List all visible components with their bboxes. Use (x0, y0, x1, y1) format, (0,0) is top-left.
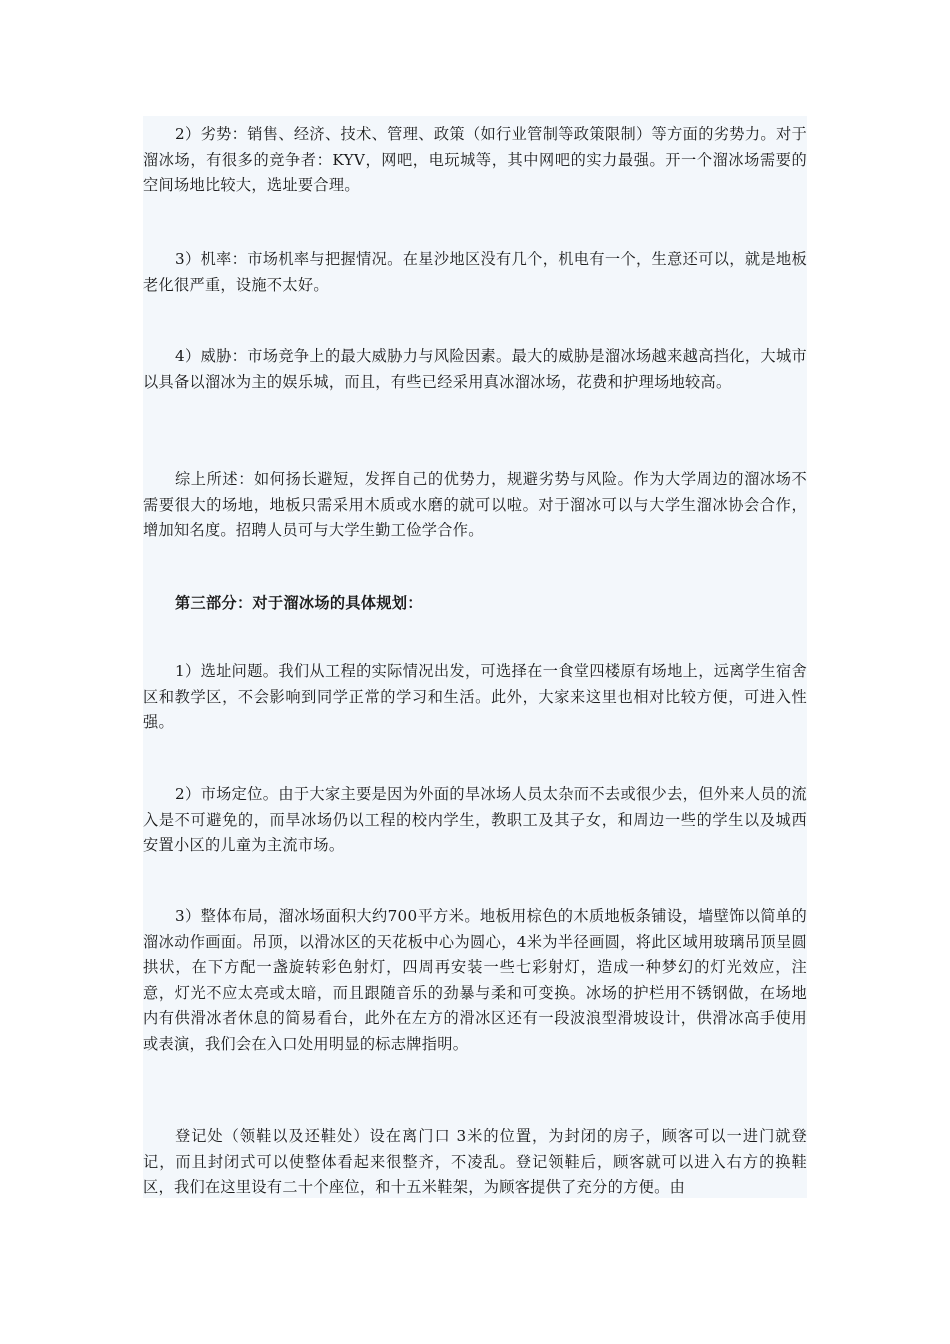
paragraph-market-positioning: 2）市场定位。由于大家主要是因为外面的旱冰场人员太杂而不去或很少去，但外来人员的流入是不可避免的，而旱冰场仍以工程的校内学生，教职工及其子女，和周边一些的学生以及城西安置小区的儿童为主流市场。 (143, 785, 807, 854)
paragraph-layout: 3）整体布局，溜冰场面积大约700平方米。地板用棕色的木质地板条铺设，墙壁饰以简单的溜冰动作画面。吊顶，以滑冰区的天花板中心为圆心，4米为半径画圆，将此区域用玻璃吊顶呈圆拱状，在下方配一盏旋转彩色射灯，四周再安装一些七彩射灯，造成一种梦幻的灯光效应，注意，灯光不应太亮或太暗，而且跟随音乐的劲暴与柔和可变换。冰场的护栏用不锈钢做，在场地内有供滑冰者休息的简易看台，此外在左方的滑冰区还有一段波浪型滑坡设计，供滑冰高手使用或表演，我们会在入口处用明显的标志牌指明。 (143, 907, 807, 1053)
paragraph-summary: 综上所述：如何扬长避短，发挥自己的优势力，规避劣势与风险。作为大学周边的溜冰场不需要很大的场地，地板只需采用木质或水磨的就可以啦。对于溜冰可以与大学生溜冰协会合作，增加知名度。招聘人员可与大学生勤工俭学合作。 (143, 470, 807, 539)
paragraph-threat: 4）威胁：市场竞争上的最大威胁力与风险因素。最大的威胁是溜冰场越来越高挡化，大城市以具备以溜冰为主的娱乐城，而且，有些已经采用真冰溜冰场，花费和护理场地较高。 (143, 347, 807, 391)
paragraph-registration: 登记处（领鞋以及还鞋处）设在离门口 3米的位置，为封闭的房子，顾客可以一进门就登记，而且封闭式可以使整体看起来很整齐，不凌乱。登记领鞋后，顾客就可以进入右方的换鞋区，我们在这里设有二十个座位，和十五米鞋架，为顾客提供了充分的方便。由 (143, 1127, 807, 1196)
section-heading: 第三部分：对于溜冰场的具体规划： (175, 594, 423, 612)
paragraph-weakness: 2）劣势：销售、经济、技术、管理、政策（如行业管制等政策限制）等方面的劣势力。对于溜冰场，有很多的竞争者：KYV，网吧，电玩城等，其中网吧的实力最强。开一个溜冰场需要的空间场地比较大，选址要合理。 (143, 125, 807, 194)
document-body (143, 116, 807, 1198)
paragraph-opportunity: 3）机率：市场机率与把握情况。在星沙地区没有几个，机电有一个，生意还可以，就是地板老化很严重，设施不太好。 (143, 250, 807, 294)
paragraph-site-selection: 1）选址问题。我们从工程的实际情况出发，可选择在一食堂四楼原有场地上，远离学生宿舍区和教学区，不会影响到同学正常的学习和生活。此外，大家来这里也相对比较方便，可进入性强。 (143, 662, 807, 731)
